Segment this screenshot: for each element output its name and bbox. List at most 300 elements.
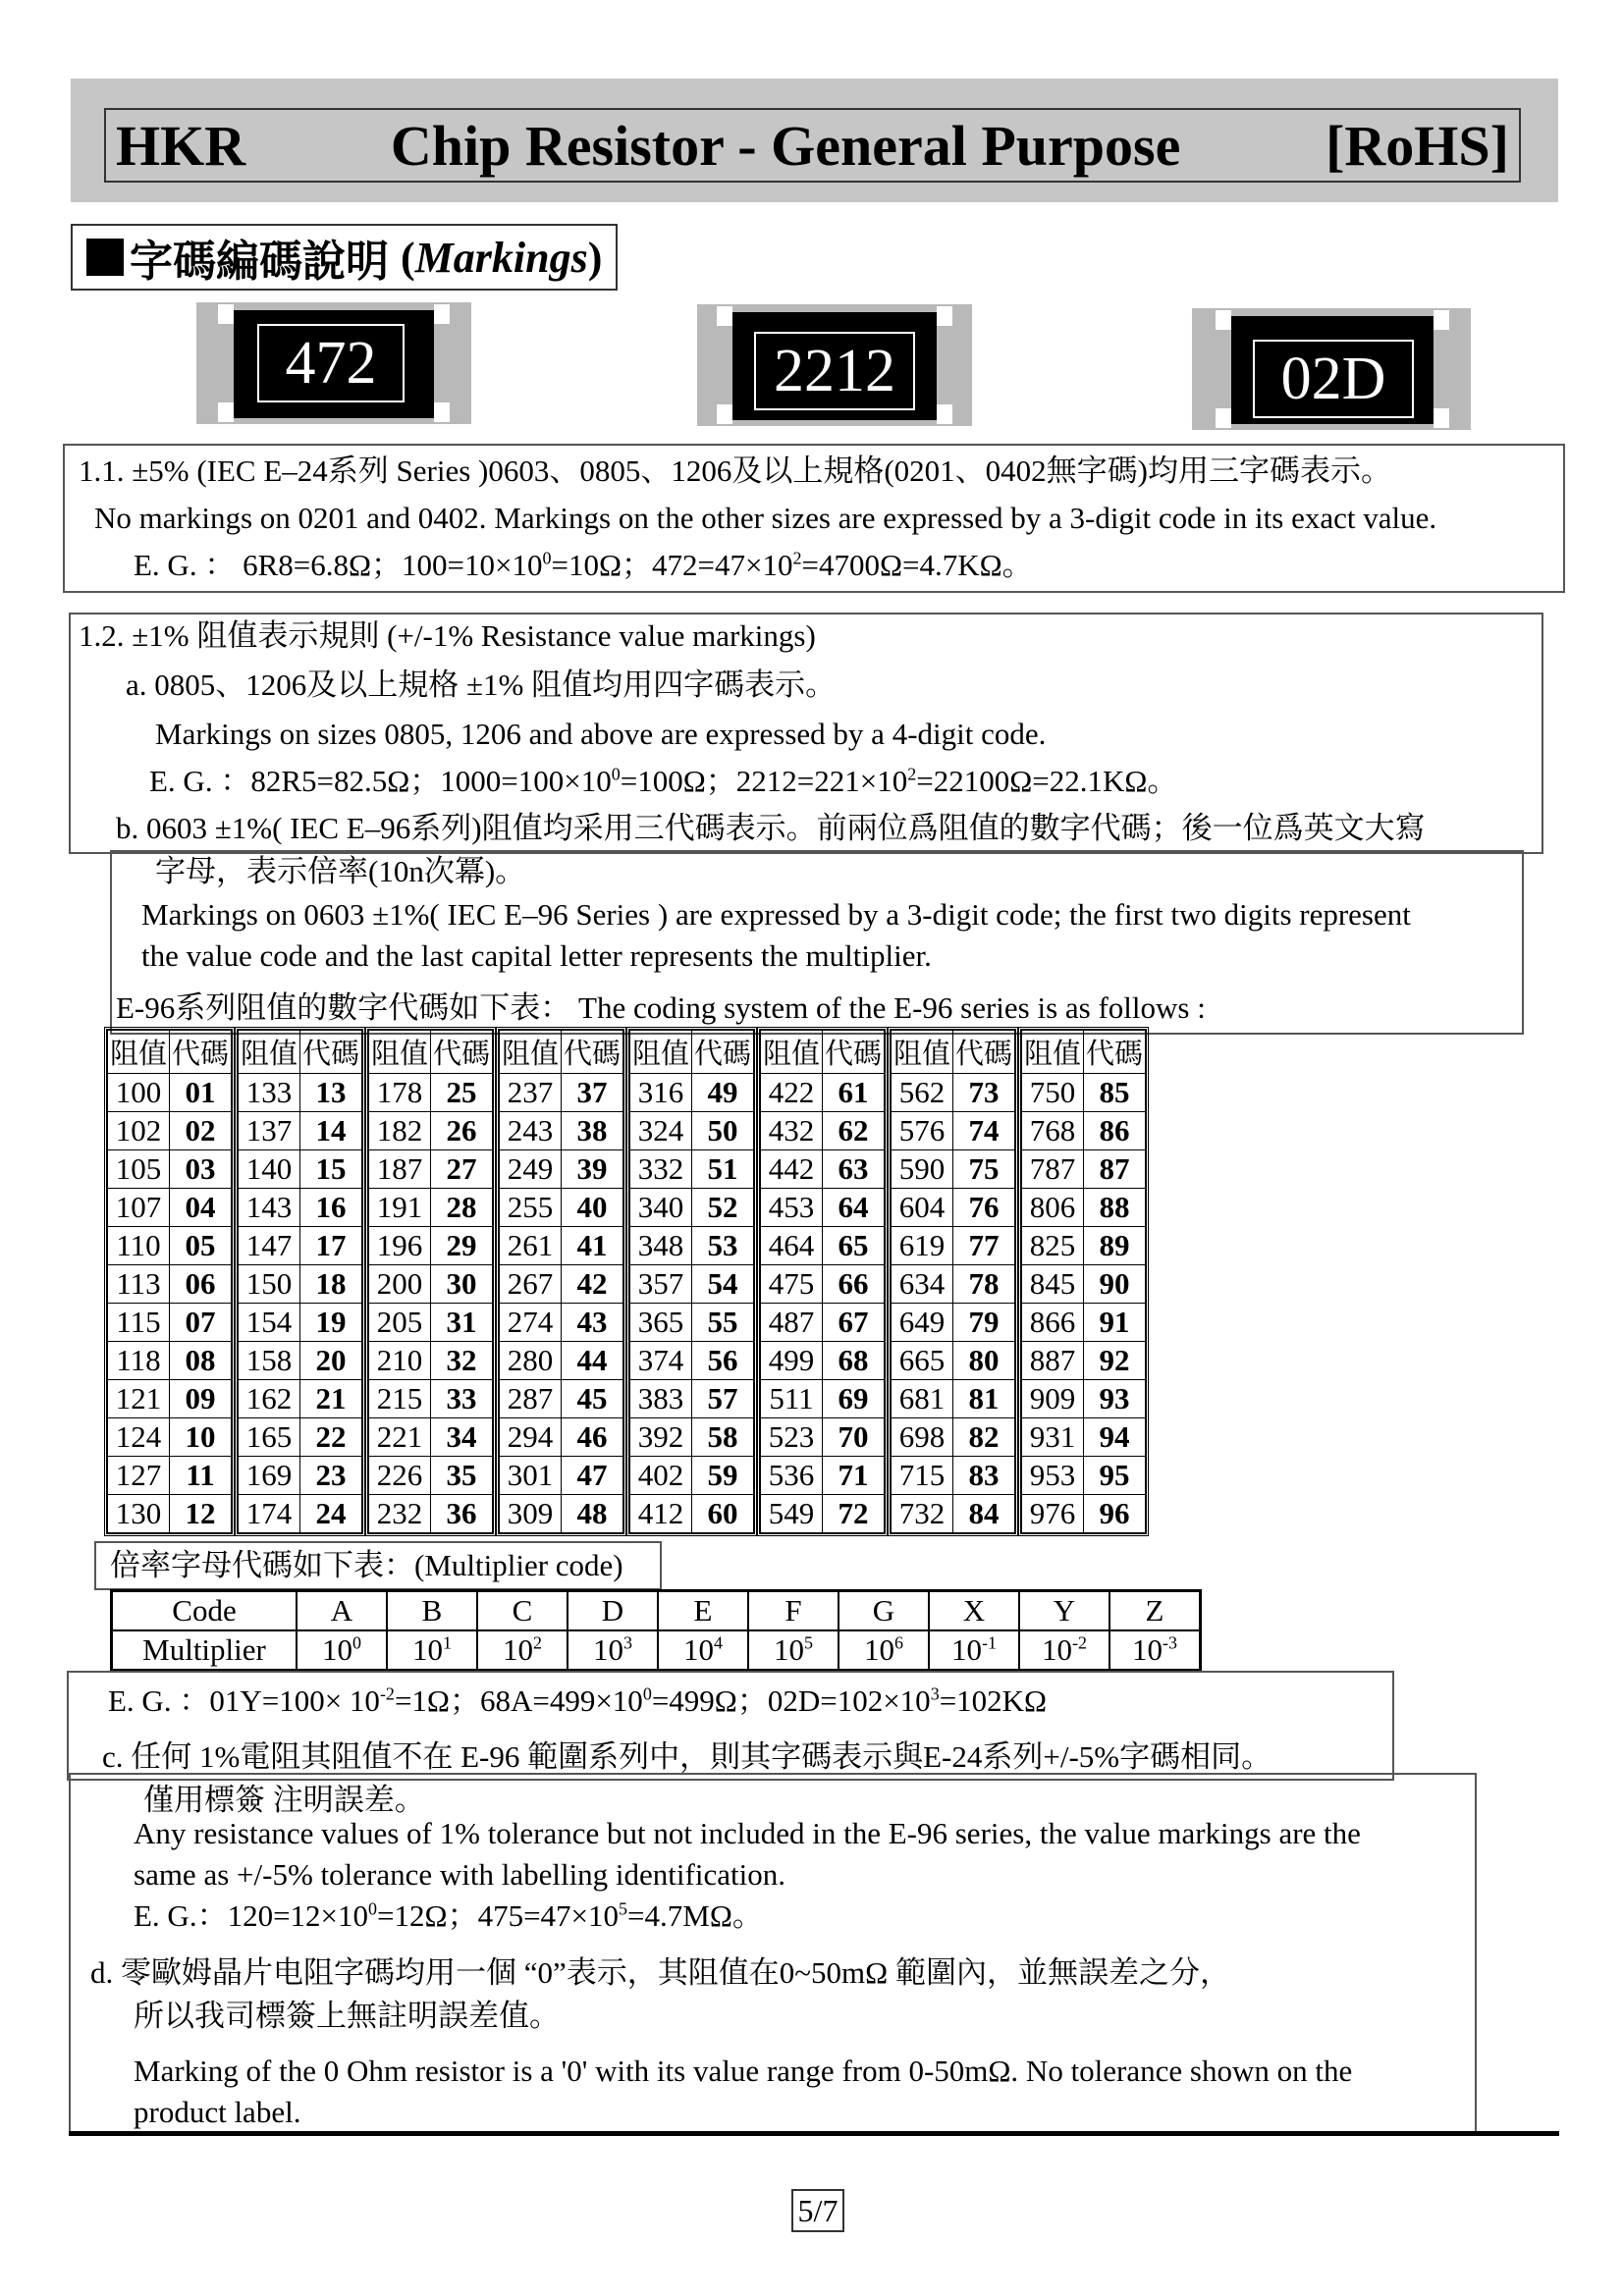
e96-row bbox=[761, 1265, 885, 1304]
e96-row bbox=[108, 1342, 232, 1380]
e96-value: 931 bbox=[1022, 1418, 1084, 1457]
chip-marking: 472 bbox=[257, 324, 405, 402]
e96-value: 309 bbox=[500, 1495, 562, 1533]
e96-value: 215 bbox=[369, 1380, 431, 1418]
e96-code: 12 bbox=[170, 1495, 232, 1533]
e96-code: 41 bbox=[562, 1227, 623, 1265]
e96-row bbox=[108, 1150, 232, 1189]
e96-code: 25 bbox=[431, 1074, 493, 1112]
e96-group bbox=[104, 1027, 235, 1536]
chip-resistor-02d bbox=[1192, 308, 1471, 430]
multiplier-code: B bbox=[387, 1591, 477, 1631]
e96-row bbox=[500, 1074, 623, 1112]
s12-b-zh2: 字母，表示倍率(10n次冪)。 bbox=[155, 854, 526, 888]
e96-value: 107 bbox=[108, 1189, 170, 1227]
e96-value: 115 bbox=[108, 1304, 170, 1342]
e96-row bbox=[1022, 1495, 1146, 1533]
e96-code: 46 bbox=[562, 1418, 623, 1457]
e96-code: 62 bbox=[823, 1112, 885, 1150]
e96-code: 03 bbox=[170, 1150, 232, 1189]
e96-code: 23 bbox=[300, 1457, 362, 1495]
multiplier-value: $10^{-1}$ bbox=[929, 1630, 1019, 1671]
e96-row bbox=[108, 1457, 232, 1495]
s12-a-en: Markings on sizes 0805, 1206 and above are expressed by a 4-digit code. bbox=[155, 717, 1047, 751]
e96-code: 04 bbox=[170, 1189, 232, 1227]
e96-header-code: 代碼 bbox=[562, 1031, 623, 1074]
e96-code: 02 bbox=[170, 1112, 232, 1150]
e96-value: 365 bbox=[630, 1304, 692, 1342]
e96-value: 499 bbox=[761, 1342, 823, 1380]
e96-code: 36 bbox=[431, 1495, 493, 1533]
multiplier-header: Multiplier bbox=[112, 1630, 298, 1671]
e96-value: 475 bbox=[761, 1265, 823, 1304]
e96-row bbox=[239, 1189, 362, 1227]
e96-row bbox=[108, 1074, 232, 1112]
e96-value: 549 bbox=[761, 1495, 823, 1533]
e96-row bbox=[239, 1418, 362, 1457]
e96-value: 953 bbox=[1022, 1457, 1084, 1495]
e96-code: 74 bbox=[953, 1112, 1015, 1150]
e96-code: 24 bbox=[300, 1495, 362, 1533]
e96-row bbox=[630, 1189, 754, 1227]
e96-code: 28 bbox=[431, 1189, 493, 1227]
e96-code: 16 bbox=[300, 1189, 362, 1227]
e96-group bbox=[235, 1027, 365, 1536]
e96-code: 82 bbox=[953, 1418, 1015, 1457]
e96-value: 976 bbox=[1022, 1495, 1084, 1533]
e96-row bbox=[239, 1265, 362, 1304]
multiplier-code: A bbox=[297, 1591, 387, 1631]
e96-value: 825 bbox=[1022, 1227, 1084, 1265]
e96-value: 154 bbox=[239, 1304, 300, 1342]
e96-value: 147 bbox=[239, 1227, 300, 1265]
e96-code: 63 bbox=[823, 1150, 885, 1189]
e96-row bbox=[1022, 1457, 1146, 1495]
e96-code: 86 bbox=[1084, 1112, 1146, 1150]
e96-value: 205 bbox=[369, 1304, 431, 1342]
e96-group bbox=[365, 1027, 496, 1536]
e96-code: 32 bbox=[431, 1342, 493, 1380]
e96-value: 140 bbox=[239, 1150, 300, 1189]
e96-code: 68 bbox=[823, 1342, 885, 1380]
e96-header-value: 阻值 bbox=[630, 1031, 692, 1074]
e96-header-value: 阻值 bbox=[761, 1031, 823, 1074]
e96-code: 50 bbox=[692, 1112, 754, 1150]
e96-code: 06 bbox=[170, 1265, 232, 1304]
e96-code: 88 bbox=[1084, 1189, 1146, 1227]
e96-row bbox=[239, 1227, 362, 1265]
e96-value: 121 bbox=[108, 1380, 170, 1418]
e96-code: 49 bbox=[692, 1074, 754, 1112]
e96-row bbox=[500, 1265, 623, 1304]
e96-value: 130 bbox=[108, 1495, 170, 1533]
chip-marking: 2212 bbox=[754, 332, 915, 410]
e96-code: 15 bbox=[300, 1150, 362, 1189]
e96-row bbox=[892, 1457, 1015, 1495]
e96-code: 55 bbox=[692, 1304, 754, 1342]
e96-value: 200 bbox=[369, 1265, 431, 1304]
multiplier-code: F bbox=[748, 1591, 839, 1631]
e96-header-code: 代碼 bbox=[823, 1031, 885, 1074]
e96-row bbox=[500, 1418, 623, 1457]
multiplier-value: $10^1$ bbox=[387, 1630, 477, 1671]
e96-code: 10 bbox=[170, 1418, 232, 1457]
e96-value: 316 bbox=[630, 1074, 692, 1112]
e96-code: 34 bbox=[431, 1418, 493, 1457]
e96-value: 274 bbox=[500, 1304, 562, 1342]
e96-code: 38 bbox=[562, 1112, 623, 1150]
section-title-en: Markings bbox=[414, 233, 588, 282]
e96-code: 45 bbox=[562, 1380, 623, 1418]
e96-row bbox=[892, 1342, 1015, 1380]
e96-header-value: 阻值 bbox=[892, 1031, 953, 1074]
e96-row bbox=[1022, 1418, 1146, 1457]
e96-row bbox=[761, 1457, 885, 1495]
e96-row bbox=[108, 1265, 232, 1304]
e96-value: 887 bbox=[1022, 1342, 1084, 1380]
e96-value: 178 bbox=[369, 1074, 431, 1112]
s12-b-en1: Markings on 0603 ±1%( IEC E–96 Series ) are expressed by a 3-digit code; the first two digits represent bbox=[141, 897, 1411, 932]
e96-value: 412 bbox=[630, 1495, 692, 1533]
e96-value: 649 bbox=[892, 1304, 953, 1342]
e96-value: 226 bbox=[369, 1457, 431, 1495]
e96-intro: E-96系列阻值的數字代碼如下表： The coding system of the E-96 series is as follows : bbox=[116, 990, 1206, 1025]
e96-row bbox=[239, 1150, 362, 1189]
s12-a-zh: a. 0805、1206及以上規格 ±1% 阻值均用四字碼表示。 bbox=[126, 667, 837, 702]
e96-code: 94 bbox=[1084, 1418, 1146, 1457]
e96-value: 237 bbox=[500, 1074, 562, 1112]
e96-value: 698 bbox=[892, 1418, 953, 1457]
e96-code: 33 bbox=[431, 1380, 493, 1418]
e96-code: 13 bbox=[300, 1074, 362, 1112]
e96-row bbox=[761, 1304, 885, 1342]
d-en2: product label. bbox=[134, 2095, 301, 2129]
e96-value: 127 bbox=[108, 1457, 170, 1495]
e96-row bbox=[369, 1227, 493, 1265]
e96-header-code: 代碼 bbox=[300, 1031, 362, 1074]
e96-group bbox=[888, 1027, 1018, 1536]
e96-value: 806 bbox=[1022, 1189, 1084, 1227]
e96-code: 19 bbox=[300, 1304, 362, 1342]
multiplier-value: $10^6$ bbox=[839, 1630, 929, 1671]
e96-value: 255 bbox=[500, 1189, 562, 1227]
e96-row bbox=[1022, 1112, 1146, 1150]
e96-code: 30 bbox=[431, 1265, 493, 1304]
e96-value: 143 bbox=[239, 1189, 300, 1227]
e96-value: 442 bbox=[761, 1150, 823, 1189]
e96-value: 124 bbox=[108, 1418, 170, 1457]
e96-code: 59 bbox=[692, 1457, 754, 1495]
e96-row bbox=[369, 1418, 493, 1457]
e96-row bbox=[630, 1304, 754, 1342]
c-zh2: 僅用標簽 注明誤差。 bbox=[143, 1783, 425, 1817]
e96-header-value: 阻值 bbox=[500, 1031, 562, 1074]
e96-code: 83 bbox=[953, 1457, 1015, 1495]
e96-row bbox=[630, 1150, 754, 1189]
e96-row bbox=[892, 1227, 1015, 1265]
e96-value: 301 bbox=[500, 1457, 562, 1495]
e96-value: 634 bbox=[892, 1265, 953, 1304]
e96-group bbox=[1018, 1027, 1149, 1536]
multiplier-value: $10^{-2}$ bbox=[1019, 1630, 1109, 1671]
e96-row bbox=[500, 1189, 623, 1227]
e96-value: 165 bbox=[239, 1418, 300, 1457]
e96-row bbox=[369, 1495, 493, 1533]
e96-code: 21 bbox=[300, 1380, 362, 1418]
section-title-zh: 字碼編碼說明 bbox=[130, 238, 389, 286]
e96-row bbox=[500, 1380, 623, 1418]
e96-code: 51 bbox=[692, 1150, 754, 1189]
e96-value: 909 bbox=[1022, 1380, 1084, 1418]
e96-code: 71 bbox=[823, 1457, 885, 1495]
e96-header-code: 代碼 bbox=[1084, 1031, 1146, 1074]
page-number: 5/7 bbox=[791, 2189, 844, 2232]
s12-b-zh1: b. 0603 ±1%( IEC E–96系列)阻值均采用三代碼表示。前兩位爲阻值的數字代碼；後一位爲英文大寫 bbox=[116, 811, 1426, 845]
e96-value: 422 bbox=[761, 1074, 823, 1112]
e96-code: 18 bbox=[300, 1265, 362, 1304]
e96-value: 787 bbox=[1022, 1150, 1084, 1189]
e96-value: 169 bbox=[239, 1457, 300, 1495]
e96-code: 60 bbox=[692, 1495, 754, 1533]
e96-code: 48 bbox=[562, 1495, 623, 1533]
multiplier-code: Z bbox=[1109, 1591, 1201, 1631]
e96-header-value: 阻值 bbox=[108, 1031, 170, 1074]
e96-code: 14 bbox=[300, 1112, 362, 1150]
e96-row bbox=[369, 1074, 493, 1112]
e96-row bbox=[1022, 1265, 1146, 1304]
e96-code-table bbox=[104, 1027, 1149, 1536]
e96-row bbox=[761, 1189, 885, 1227]
e96-header-value: 阻值 bbox=[1022, 1031, 1084, 1074]
d-en1: Marking of the 0 Ohm resistor is a '0' with its value range from 0-50mΩ. No tolerance shown on the bbox=[134, 2054, 1353, 2088]
e96-header-value: 阻值 bbox=[369, 1031, 431, 1074]
e96-row bbox=[108, 1380, 232, 1418]
e96-header-code: 代碼 bbox=[431, 1031, 493, 1074]
e96-row bbox=[108, 1112, 232, 1150]
e96-row bbox=[500, 1112, 623, 1150]
e96-code: 01 bbox=[170, 1074, 232, 1112]
e96-row bbox=[892, 1074, 1015, 1112]
e96-row bbox=[761, 1342, 885, 1380]
multiplier-table bbox=[110, 1589, 1202, 1672]
e96-row bbox=[239, 1457, 362, 1495]
e96-code: 78 bbox=[953, 1265, 1015, 1304]
e96-code: 85 bbox=[1084, 1074, 1146, 1112]
e96-code: 72 bbox=[823, 1495, 885, 1533]
e96-code: 40 bbox=[562, 1189, 623, 1227]
e96-code: 87 bbox=[1084, 1150, 1146, 1189]
e96-row bbox=[1022, 1342, 1146, 1380]
e96-row bbox=[630, 1265, 754, 1304]
e96-code: 57 bbox=[692, 1380, 754, 1418]
e96-value: 487 bbox=[761, 1304, 823, 1342]
e96-row bbox=[500, 1304, 623, 1342]
e96-code: 22 bbox=[300, 1418, 362, 1457]
e96-value: 162 bbox=[239, 1380, 300, 1418]
header-title-box bbox=[104, 108, 1521, 183]
e96-value: 464 bbox=[761, 1227, 823, 1265]
e96-value: 562 bbox=[892, 1074, 953, 1112]
s11-line2: No markings on 0201 and 0402. Markings on the other sizes are expressed by a 3-digit code in its exact value. bbox=[94, 501, 1437, 535]
e96-row bbox=[630, 1112, 754, 1150]
e96-row bbox=[892, 1418, 1015, 1457]
e96-value: 324 bbox=[630, 1112, 692, 1150]
e96-row bbox=[892, 1150, 1015, 1189]
e96-code: 54 bbox=[692, 1265, 754, 1304]
s12-title: 1.2. ±1% 阻值表示規則 (+/-1% Resistance value markings) bbox=[79, 618, 816, 653]
e96-row bbox=[500, 1150, 623, 1189]
e96-value: 383 bbox=[630, 1380, 692, 1418]
e96-row bbox=[369, 1457, 493, 1495]
c-en2: same as +/-5% tolerance with labelling identification. bbox=[134, 1857, 785, 1892]
e96-row bbox=[1022, 1227, 1146, 1265]
e96-row bbox=[500, 1457, 623, 1495]
e96-row bbox=[239, 1304, 362, 1342]
e96-value: 191 bbox=[369, 1189, 431, 1227]
s12-a-example: E. G. ：82R5=82.5Ω；$1000=100\times 10^0=100\Omega$；$2212=221\times 10^2=22100\Omega=22.1K\Omega$。 bbox=[149, 764, 1178, 798]
e96-value: 576 bbox=[892, 1112, 953, 1150]
e96-row bbox=[761, 1150, 885, 1189]
e96-code: 11 bbox=[170, 1457, 232, 1495]
e96-row bbox=[369, 1189, 493, 1227]
e96-header-code: 代碼 bbox=[953, 1031, 1015, 1074]
e96-value: 536 bbox=[761, 1457, 823, 1495]
e96-value: 604 bbox=[892, 1189, 953, 1227]
c-zh1: c. 任何 1%電阻其阻值不在 E-96 範圍系列中，則其字碼表示與E-24系列+/-5%字碼相同。 bbox=[102, 1739, 1272, 1774]
bottom-rule bbox=[69, 2131, 1559, 2136]
e96-row bbox=[239, 1495, 362, 1533]
e96-row bbox=[239, 1342, 362, 1380]
e96-value: 267 bbox=[500, 1265, 562, 1304]
e96-code: 42 bbox=[562, 1265, 623, 1304]
e96-value: 182 bbox=[369, 1112, 431, 1150]
e96-row bbox=[108, 1304, 232, 1342]
rohs-label: [RoHS] bbox=[1325, 113, 1509, 178]
e96-row bbox=[1022, 1380, 1146, 1418]
e96-row bbox=[892, 1304, 1015, 1342]
e96-value: 150 bbox=[239, 1265, 300, 1304]
e96-row bbox=[892, 1112, 1015, 1150]
e96-value: 102 bbox=[108, 1112, 170, 1150]
e96-value: 866 bbox=[1022, 1304, 1084, 1342]
multiplier-value: $10^4$ bbox=[658, 1630, 748, 1671]
e96-value: 402 bbox=[630, 1457, 692, 1495]
e96-code: 64 bbox=[823, 1189, 885, 1227]
d-zh1: d. 零歐姆晶片电阻字碼均用一個 “0”表示，其阻值在0~50mΩ 範圍內，並無誤差之分， bbox=[90, 1955, 1230, 1990]
e96-value: 590 bbox=[892, 1150, 953, 1189]
chip-resistor-472 bbox=[196, 302, 471, 424]
e96-value: 619 bbox=[892, 1227, 953, 1265]
e96-row bbox=[630, 1227, 754, 1265]
e96-value: 845 bbox=[1022, 1265, 1084, 1304]
e96-row bbox=[892, 1495, 1015, 1533]
e96-code: 66 bbox=[823, 1265, 885, 1304]
e96-value: 287 bbox=[500, 1380, 562, 1418]
c-en1: Any resistance values of 1% tolerance but not included in the E-96 series, the value markings are the bbox=[134, 1816, 1361, 1850]
e96-code: 67 bbox=[823, 1304, 885, 1342]
multiplier-value: $10^0$ bbox=[297, 1630, 387, 1671]
e96-value: 110 bbox=[108, 1227, 170, 1265]
e96-code: 07 bbox=[170, 1304, 232, 1342]
e96-code: 92 bbox=[1084, 1342, 1146, 1380]
e96-row bbox=[239, 1074, 362, 1112]
e96-value: 392 bbox=[630, 1418, 692, 1457]
e96-code: 96 bbox=[1084, 1495, 1146, 1533]
e96-code: 08 bbox=[170, 1342, 232, 1380]
s12-b-en2: the value code and the last capital letter represents the multiplier. bbox=[141, 938, 932, 973]
e96-value: 174 bbox=[239, 1495, 300, 1533]
e96-code: 89 bbox=[1084, 1227, 1146, 1265]
e96-code: 56 bbox=[692, 1342, 754, 1380]
e96-row bbox=[630, 1457, 754, 1495]
e96-value: 261 bbox=[500, 1227, 562, 1265]
e96-row bbox=[630, 1342, 754, 1380]
e96-code: 43 bbox=[562, 1304, 623, 1342]
e96-code: 93 bbox=[1084, 1380, 1146, 1418]
e96-code: 53 bbox=[692, 1227, 754, 1265]
e96-value: 332 bbox=[630, 1150, 692, 1189]
e96-row bbox=[108, 1418, 232, 1457]
e96-group bbox=[626, 1027, 757, 1536]
e96-code: 31 bbox=[431, 1304, 493, 1342]
e96-value: 158 bbox=[239, 1342, 300, 1380]
e96-code: 73 bbox=[953, 1074, 1015, 1112]
e96-row bbox=[630, 1495, 754, 1533]
e96-row bbox=[108, 1227, 232, 1265]
multiplier-example: E. G. ：$01Y=100\times 10^{-2}=1\Omega$；$68A=499\times 10^0=499\Omega$；$02D=102\times 10^3=102K\Omega$ bbox=[108, 1683, 1048, 1718]
e96-row bbox=[630, 1380, 754, 1418]
multiplier-value: $10^2$ bbox=[477, 1630, 568, 1671]
multiplier-title: 倍率字母代碼如下表：(Multiplier code) bbox=[110, 1548, 623, 1582]
page-title: Chip Resistor - General Purpose bbox=[390, 113, 1181, 178]
e96-value: 196 bbox=[369, 1227, 431, 1265]
e96-value: 681 bbox=[892, 1380, 953, 1418]
e96-value: 768 bbox=[1022, 1112, 1084, 1150]
code-header: Code bbox=[112, 1591, 298, 1631]
e96-code: 58 bbox=[692, 1418, 754, 1457]
e96-value: 221 bbox=[369, 1418, 431, 1457]
e96-row bbox=[1022, 1074, 1146, 1112]
brand: HKR bbox=[116, 113, 246, 178]
e96-value: 249 bbox=[500, 1150, 562, 1189]
e96-code: 26 bbox=[431, 1112, 493, 1150]
e96-value: 137 bbox=[239, 1112, 300, 1150]
multiplier-code: D bbox=[568, 1591, 658, 1631]
e96-code: 91 bbox=[1084, 1304, 1146, 1342]
multiplier-value: $10^5$ bbox=[748, 1630, 839, 1671]
e96-code: 69 bbox=[823, 1380, 885, 1418]
c-example: E. G.：$120=12\times 10^0=12\Omega$；$475=47\times 10^5=4.7M\Omega$。 bbox=[134, 1898, 763, 1933]
e96-value: 243 bbox=[500, 1112, 562, 1150]
e96-value: 113 bbox=[108, 1265, 170, 1304]
e96-value: 348 bbox=[630, 1227, 692, 1265]
multiplier-code: X bbox=[929, 1591, 1019, 1631]
e96-value: 118 bbox=[108, 1342, 170, 1380]
e96-value: 511 bbox=[761, 1380, 823, 1418]
e96-code: 95 bbox=[1084, 1457, 1146, 1495]
e96-row bbox=[369, 1342, 493, 1380]
e96-code: 77 bbox=[953, 1227, 1015, 1265]
e96-value: 453 bbox=[761, 1189, 823, 1227]
e96-group bbox=[757, 1027, 888, 1536]
s11-example: E. G. ： 6R8=6.8Ω；$100=10\times 10^0=10\Omega$；$472=47\times 10^2=4700\Omega=4.7K\Omega$。 bbox=[134, 548, 1033, 582]
e96-row bbox=[761, 1380, 885, 1418]
e96-row bbox=[761, 1418, 885, 1457]
e96-code: 52 bbox=[692, 1189, 754, 1227]
e96-row bbox=[108, 1495, 232, 1533]
e96-code: 61 bbox=[823, 1074, 885, 1112]
section-title: 字碼編碼說明 ( Markings ) bbox=[71, 224, 618, 291]
